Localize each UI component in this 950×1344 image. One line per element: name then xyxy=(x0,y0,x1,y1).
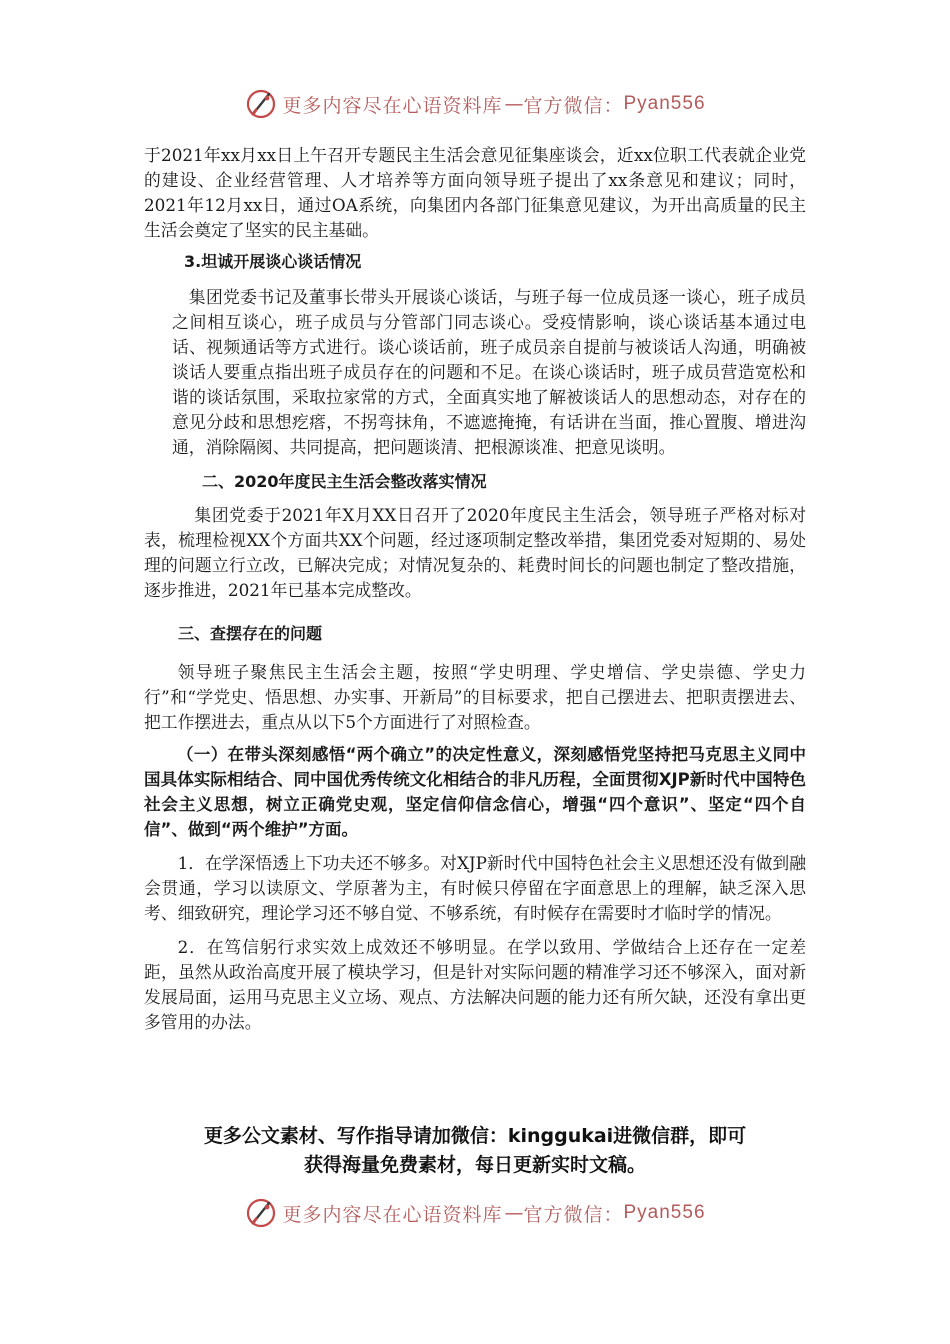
pen-logo-icon xyxy=(244,1196,278,1230)
paragraph-problem-2: 2．在笃信躬行求实效上成效还不够明显。在学以致用、学做结合上还存在一定差距，虽然从政治高度开展了模块学习，但是针对实际问题的精准学习还不够深入，面对新发展局面，运用马克思主义立场、观点、方法解决问题的能力还有所欠缺，还没有拿出更多管用的办法。 xyxy=(144,937,806,1032)
paragraph-problem-1: 1．在学深悟透上下功夫还不够多。对XJP新时代中国特色社会主义思想还没有做到融会贯通，学习以读原文、学原著为主，有时候只停留在字面意思上的理解，缺乏深入思考、细致研究，理论学习还不够自觉、不够系统，有时候存在需要时才临时学的情况。 xyxy=(144,853,806,923)
heading-identified-problems: 三、查摆存在的问题 xyxy=(178,624,323,643)
promo-notice xyxy=(130,1122,820,1180)
document-body xyxy=(144,143,806,1035)
banner-wechat-label: 官方微信： xyxy=(523,1203,624,1226)
heading-rectification-2020: 二、2020年度民主生活会整改落实情况 xyxy=(202,472,487,491)
paragraph-heart-to-heart-talks: 集团党委书记及董事长带头开展谈心谈话，与班子每一位成员逐一谈心，班子成员之间相互谈心，班子成员与分管部门同志谈心。受疫情影响，谈心谈话基本通过电话、视频通话等方式进行。谈心谈话前，班子成员亲自提前与被谈话人沟通，明确被谈话人要重点指出班子成员存在的问题和不足。在谈心谈话时，班子成员营造宽松和谐的谈话氛围，采取拉家常的方式，全面真实地了解被谈话人的思想动态，对存在的意见分歧和思想疙瘩，不拐弯抹角，不遮遮掩掩，有话讲在当面，推心置腹、增进沟通，消除隔阂、共同提高，把问题谈清、把根源谈准、把意见谈明。 xyxy=(172,287,806,457)
banner-wechat-id: Pyan556 xyxy=(623,1202,706,1223)
pen-logo-icon xyxy=(244,87,278,121)
banner-wechat-label: 官方微信： xyxy=(523,94,624,117)
heading-heart-to-heart-talks: 3.坦诚开展谈心谈话情况 xyxy=(184,252,362,271)
banner-separator: — xyxy=(504,93,522,115)
banner-title: 更多内容尽在心语资料库 xyxy=(282,94,503,117)
paragraph-review-scope: 领导班子聚焦民主生活会主题，按照“学史明理、学史增信、学史崇德、学史力行”和“学党史、悟思想、办实事、开新局”的目标要求，把自己摆进去、把职责摆进去、把工作摆进去，重点从以下5个方面进行了对照检查。 xyxy=(144,662,806,732)
header-watermark-banner xyxy=(0,84,950,124)
footer-watermark-banner xyxy=(0,1193,950,1233)
paragraph-rectification-2020: 集团党委于2021年X月XX日召开了2020年度民主生活会，领导班子严格对标对表，梳理检视XX个方面共XX个问题，经过逐项制定整改举措，集团党委对短期的、易处理的问题立行立改，已解决完成；对情况复杂的、耗费时间长的问题也制定了整改措施，逐步推进，2021年已基本完成整改。 xyxy=(144,505,806,600)
banner-wechat-id: Pyan556 xyxy=(623,93,706,114)
banner-separator: — xyxy=(504,1202,522,1224)
promo-line-1: 更多公文素材、写作指导请加微信：kinggukai进微信群，即可 xyxy=(203,1125,747,1147)
promo-line-2: 获得海量免费素材，每日更新实时文稿。 xyxy=(303,1154,646,1176)
paragraph-opinion-collection: 于2021年xx月xx日上午召开专题民主生活会意见征集座谈会，近xx位职工代表就企业党的建设、企业经营管理、人才培养等方面向领导班子提出了xx条意见和建议；同时，2021年12月xx日，通过OA系统，向集团内各部门征集意见建议，为开出高质量的民主生活会奠定了坚实的民主基础。 xyxy=(144,145,806,240)
banner-title: 更多内容尽在心语资料库 xyxy=(282,1203,503,1226)
paragraph-section-one-bold: （一）在带头深刻感悟“两个确立”的决定性意义，深刻感悟党坚持把马克思主义同中国具体实际相结合、同中国优秀传统文化相结合的非凡历程，全面贯彻XJP新时代中国特色社会主义思想，树立正确党史观，坚定信仰信念信心，增强“四个意识”、坚定“四个自信”、做到“两个维护”方面。 xyxy=(144,745,806,839)
